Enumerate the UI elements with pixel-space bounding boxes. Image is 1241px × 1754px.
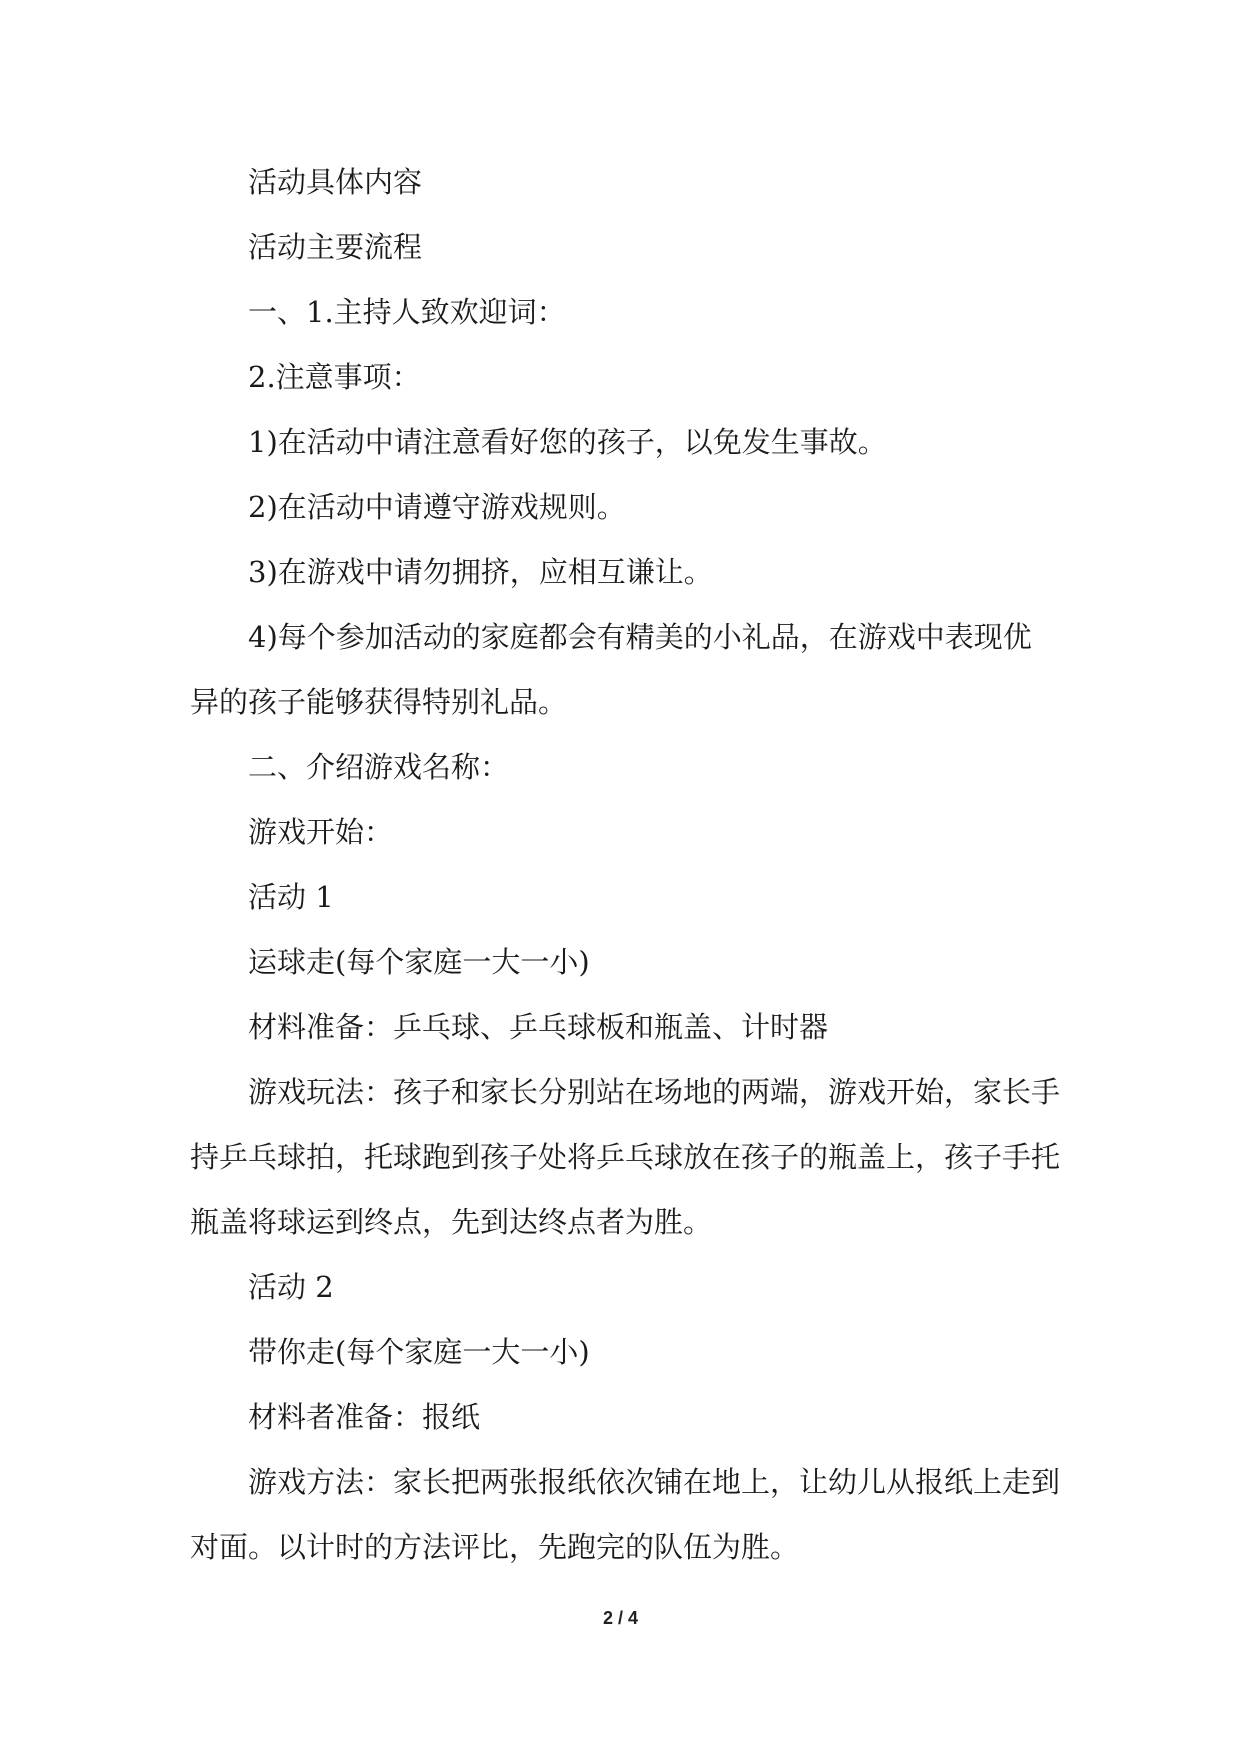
heading-activity-2: 活动 2 [248,1270,334,1304]
paragraph-note-1: 1)在活动中请注意看好您的孩子，以免发生事故。 [248,425,887,459]
heading-activity-1: 活动 1 [248,880,334,914]
paragraph-activity-1-materials: 材料准备：乒乓球、乒乓球板和瓶盖、计时器 [248,1010,829,1044]
paragraph-activity-2-name: 带你走(每个家庭一大一小) [248,1335,590,1369]
paragraph-activity-1-name: 运球走(每个家庭一大一小) [248,945,590,979]
page-number: 2 / 4 [602,1608,639,1628]
paragraph-activity-2-rules: 游戏方法：家长把两张报纸依次铺在地上，让幼儿从报纸上走到对面。以计时的方法评比，先跑完的队伍为胜。 [190,1465,1061,1564]
paragraph-notes-title: 2.注意事项： [248,360,421,394]
paragraph-game-start: 游戏开始： [248,815,394,849]
paragraph-game-intro: 二、介绍游戏名称： [248,750,510,784]
paragraph-note-3: 3)在游戏中请勿拥挤，应相互谦让。 [248,555,713,589]
heading-activity-content: 活动具体内容 [248,165,423,199]
paragraph-note-2: 2)在活动中请遵守游戏规则。 [248,490,626,524]
paragraph-activity-2-materials: 材料者准备：报纸 [248,1400,481,1434]
paragraph-note-4: 4)每个参加活动的家庭都会有精美的小礼品，在游戏中表现优异的孩子能够获得特别礼品。 [190,620,1032,719]
paragraph-activity-1-rules: 游戏玩法：孩子和家长分别站在场地的两端，游戏开始，家长手持乒乓球拍，托球跑到孩子处将乒乓球放在孩子的瓶盖上，孩子手托瓶盖将球运到终点，先到达终点者为胜。 [190,1075,1061,1239]
document-body [190,150,1060,1580]
heading-main-process: 活动主要流程 [248,230,423,264]
paragraph-welcome: 一、1.主持人致欢迎词： [248,295,566,329]
